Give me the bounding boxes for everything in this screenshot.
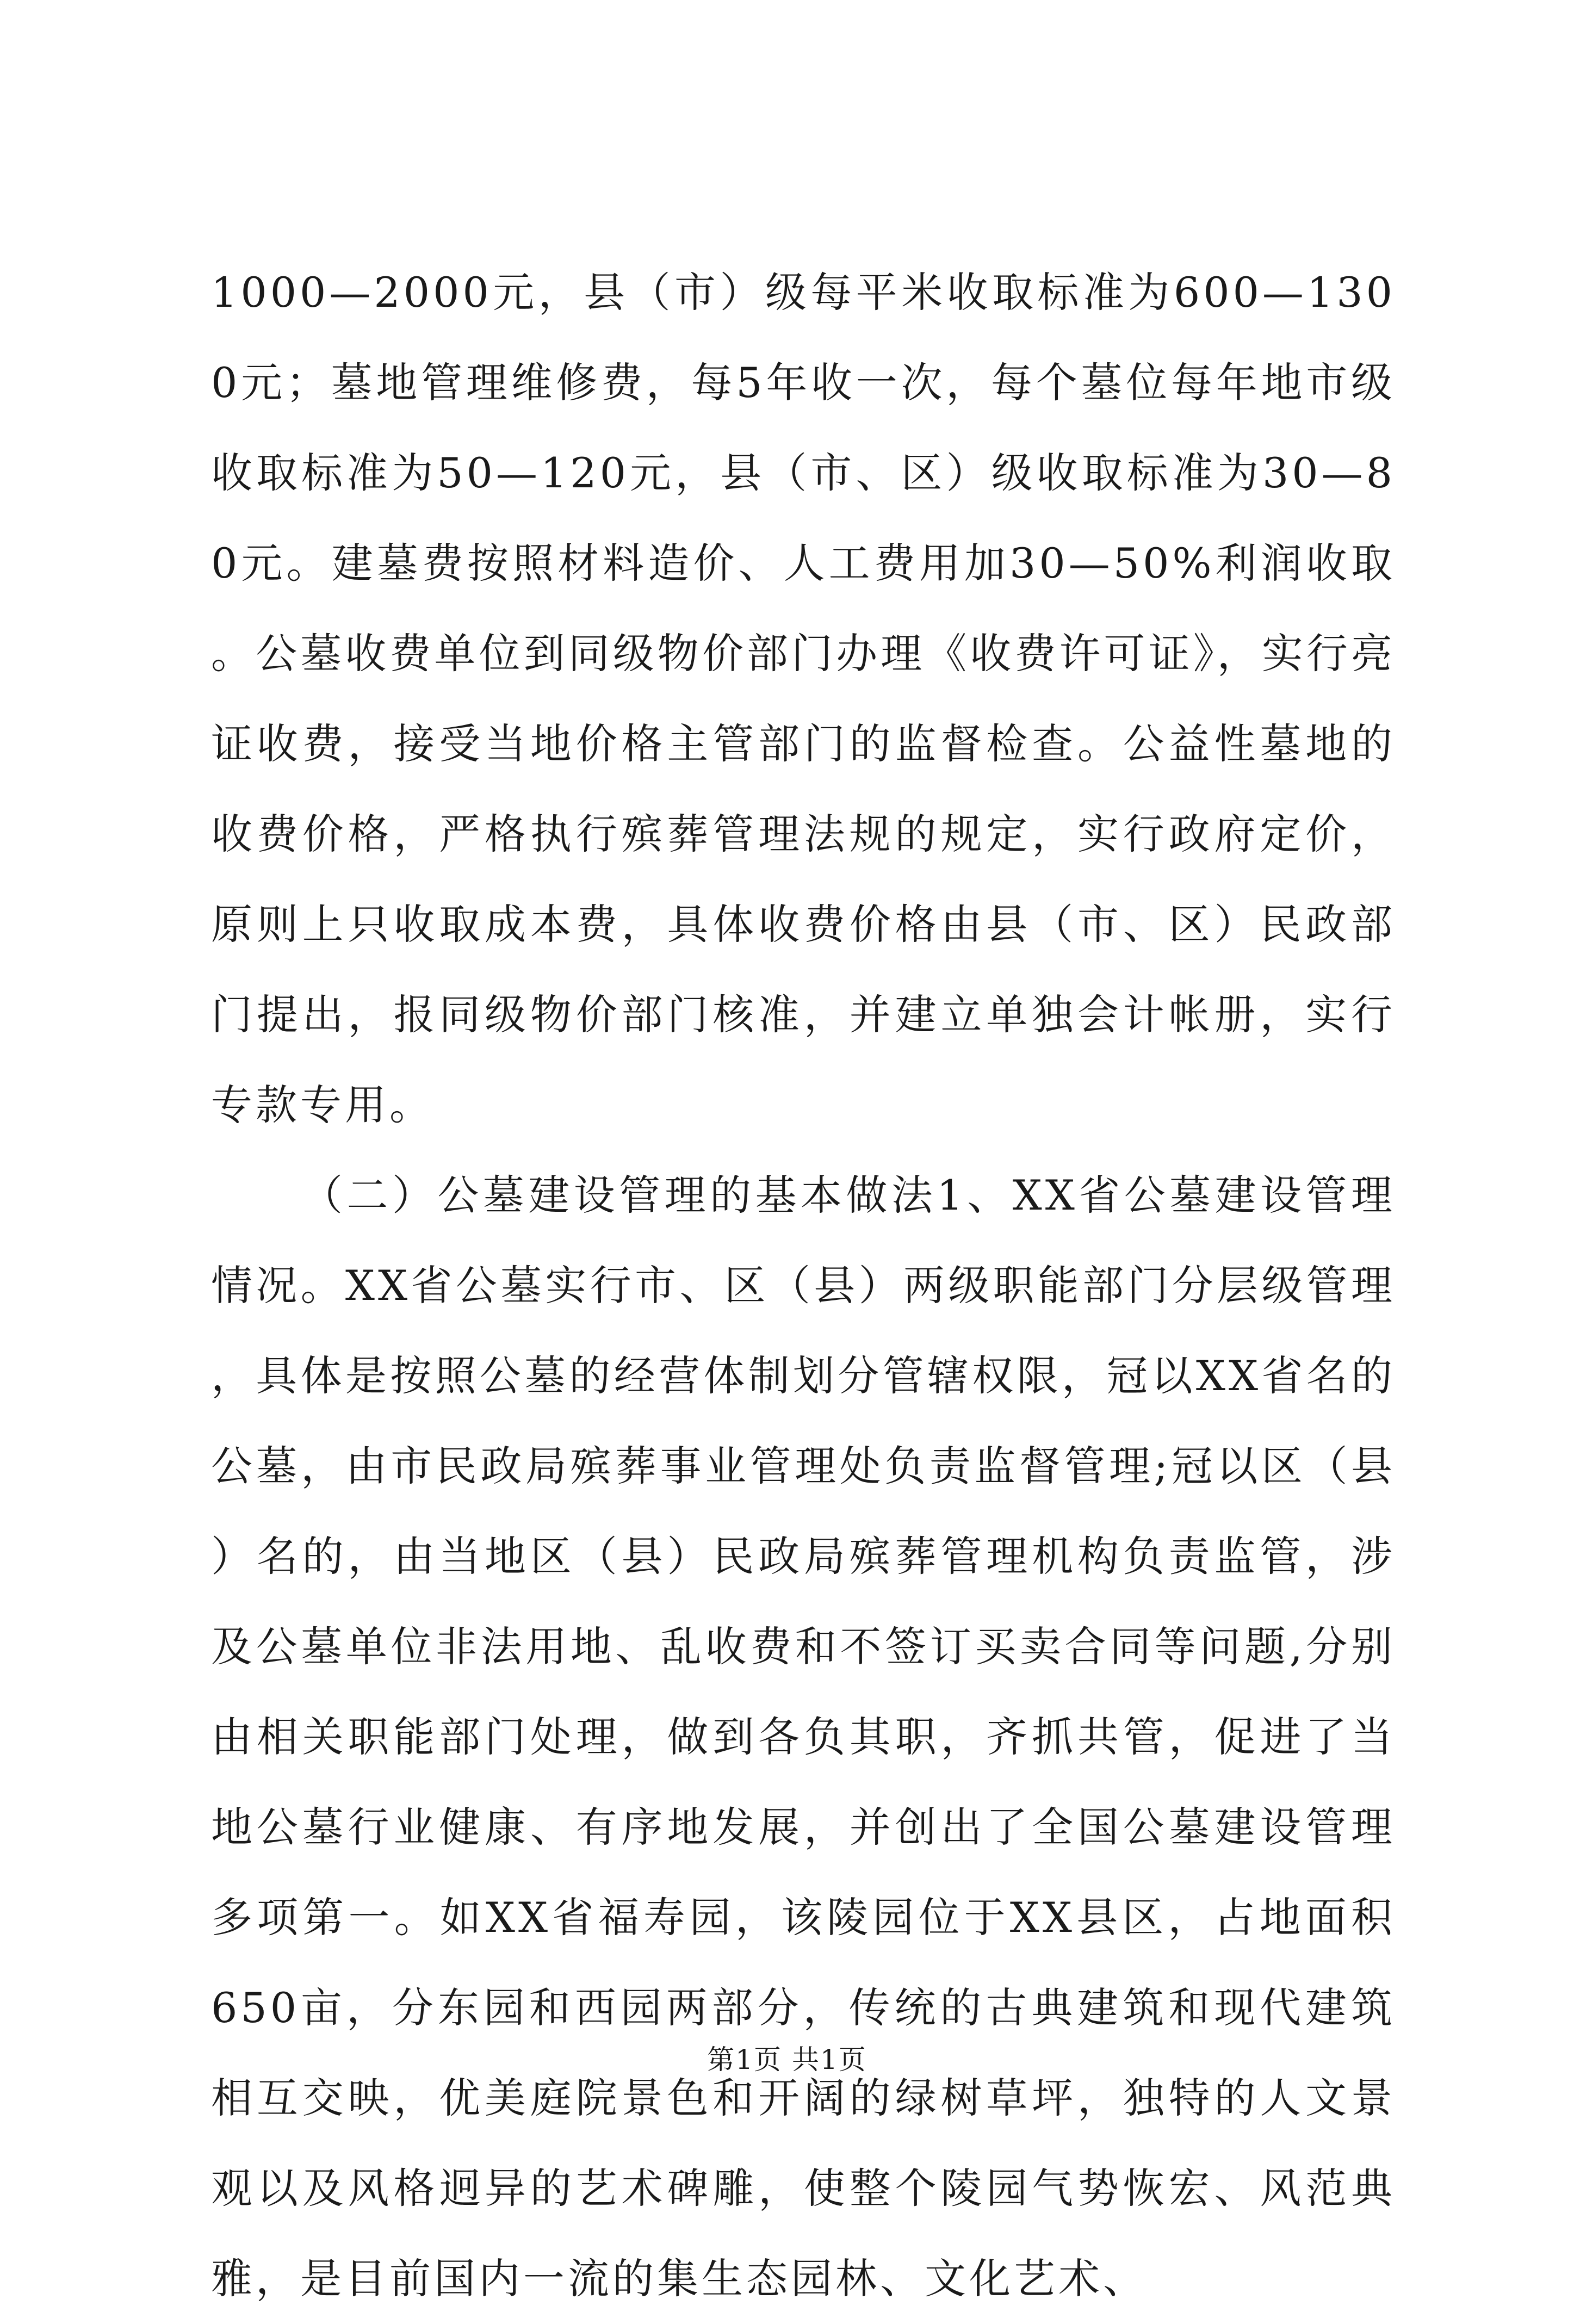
document-body [211, 247, 1396, 2324]
page-footer: 第1页 共1页 [707, 2044, 867, 2075]
paragraph-fee-standards: 1000—2000元，县（市）级每平米收取标准为600—1300元；墓地管理维修费，每5年收一次，每个墓位每年地市级收取标准为50—120元，县（市、区）级收取标准为30—80元。建墓费按照材料造价、人工费用加30—50%利润收取。公墓收费单位到同级物价部门办理《收费许可证》，实行亮证收费，接受当地价格主管部门的监督检查。公益性墓地的收费价格，严格执行殡葬管理法规的规定，实行政府定价，原则上只收取成本费，具体收费价格由县（市、区）民政部门提出，报同级物价部门核准，并建立单独会计帐册，实行专款专用。 [211, 268, 1396, 1129]
paragraph-cemetery-management: （二）公墓建设管理的基本做法1、XX省公墓建设管理情况。XX省公墓实行市、区（县）两级职能部门分层级管理，具体是按照公墓的经营体制划分管辖权限，冠以XX省名的公墓，由市民政局殡葬事业管理处负责监督管理;冠以区（县）名的，由当地区（县）民政局殡葬管理机构负责监管，涉及公墓单位非法用地、乱收费和不签订买卖合同等问题,分别由相关职能部门处理，做到各负其职，齐抓共管，促进了当地公墓行业健康、有序地发展，并创出了全国公墓建设管理多项第一。如XX省福寿园，该陵园位于XX县区，占地面积650亩，分东园和西园两部分，传统的古典建筑和现代建筑相互交映，优美庭院景色和开阔的绿树草坪，独特的人文景观以及风格迥异的艺术碑雕，使整个陵园气势恢宏、风范典雅，是目前国内一流的集生态园林、文化艺术、 [211, 1171, 1396, 2303]
